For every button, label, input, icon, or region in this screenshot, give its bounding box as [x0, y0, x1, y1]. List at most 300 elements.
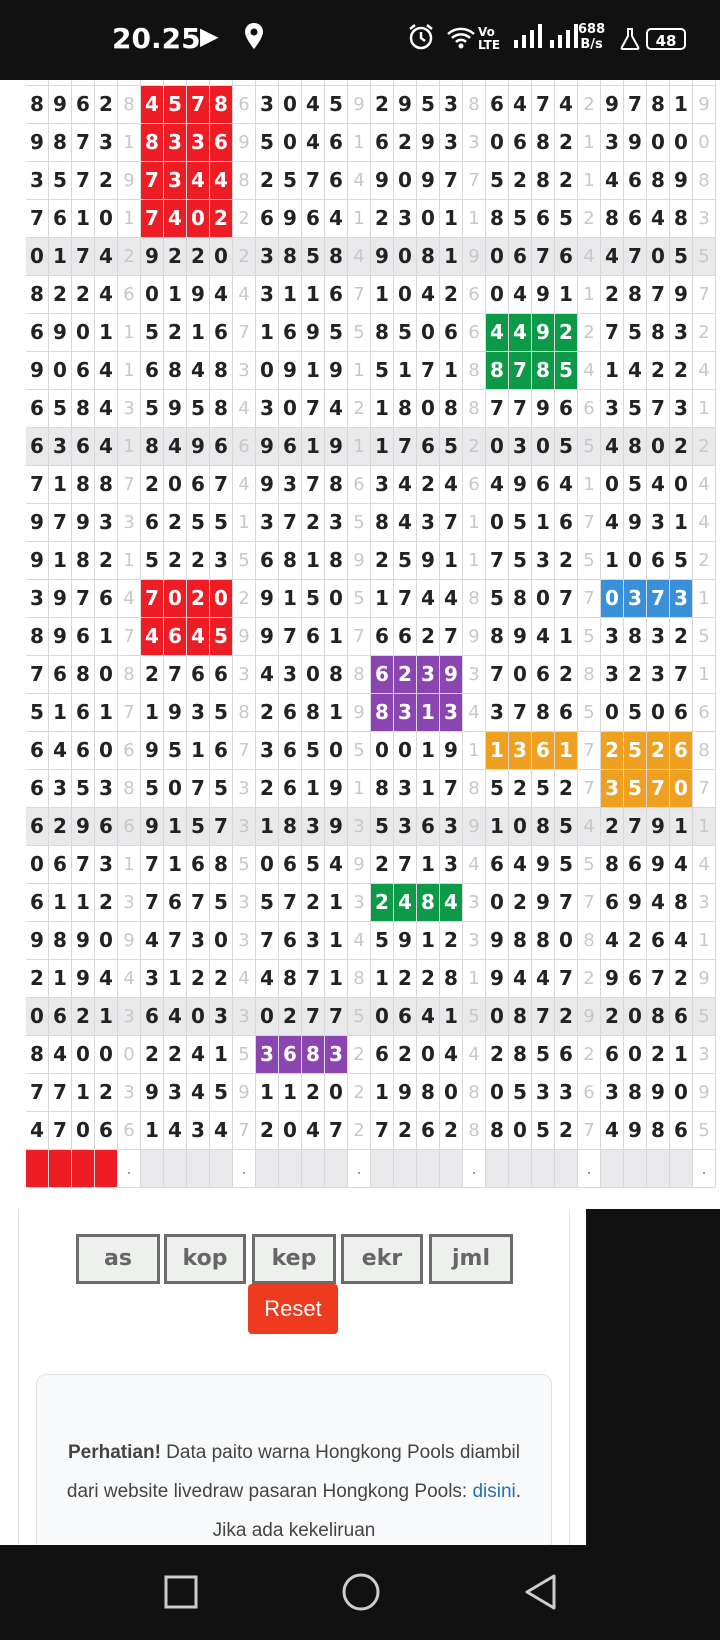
paito-separator: 4: [463, 846, 486, 884]
paito-cell: 6: [325, 162, 348, 200]
paito-cell: 7: [532, 238, 555, 276]
paito-cell: 6: [325, 124, 348, 162]
paito-row: [26, 770, 720, 808]
paito-separator: 7: [233, 314, 256, 352]
paito-cell: 0: [486, 276, 509, 314]
paito-separator: 1: [348, 352, 371, 390]
paito-cell: 9: [509, 618, 532, 656]
paito-cell: 9: [164, 390, 187, 428]
paito-input-cell[interactable]: [532, 1150, 555, 1188]
paito-cell: 4: [440, 1036, 463, 1074]
paito-cell: 9: [141, 1074, 164, 1112]
recents-square-icon[interactable]: [158, 1545, 204, 1640]
paito-input-cell[interactable]: [164, 1150, 187, 1188]
paito-separator: 6: [693, 694, 716, 732]
paito-cell: 7: [440, 162, 463, 200]
paito-cell: 6: [210, 314, 233, 352]
paito-cell: 8: [624, 428, 647, 466]
paito-cell-highlight-orange: 1: [486, 732, 509, 770]
paito-input-cell[interactable]: [141, 1150, 164, 1188]
paito-input-cell[interactable]: [555, 1150, 578, 1188]
paito-cell: 9: [417, 162, 440, 200]
paito-cell: 2: [555, 998, 578, 1036]
paito-cell: 6: [670, 998, 693, 1036]
paito-separator: 1: [348, 200, 371, 238]
paito-cell: 4: [417, 998, 440, 1036]
paito-cell: 3: [95, 770, 118, 808]
paito-cell: 3: [187, 1112, 210, 1150]
paito-cell: 0: [325, 732, 348, 770]
paito-cell-highlight-green: 2: [555, 314, 578, 352]
paito-cell: 5: [509, 200, 532, 238]
paito-cell: 2: [95, 86, 118, 124]
paito-cell: 6: [26, 428, 49, 466]
filter-jml-button[interactable]: jml: [429, 1234, 513, 1284]
paito-cell: 1: [49, 694, 72, 732]
paito-cell-highlight-red: 7: [141, 200, 164, 238]
paito-cell: 1: [555, 276, 578, 314]
paito-input-cell-highlight-red[interactable]: [26, 1150, 49, 1188]
paito-cell: 0: [486, 428, 509, 466]
paito-cell: 8: [279, 542, 302, 580]
paito-separator: 2: [233, 200, 256, 238]
paito-cell: 7: [49, 504, 72, 542]
paito-cell: 9: [647, 808, 670, 846]
paito-cell-highlight-red: 0: [210, 580, 233, 618]
paito-separator: 9: [463, 808, 486, 846]
notice-text: Perhatian! Data paito warna Hongkong Pools diambil dari website livedraw pasaran Hongkong Pools: disini. Jika ada kekeliruan: [66, 1442, 522, 1541]
paito-cell: 7: [647, 390, 670, 428]
paito-cell: 8: [647, 162, 670, 200]
paito-separator: 6: [233, 86, 256, 124]
paito-separator: 6: [233, 428, 256, 466]
paito-cell: 5: [417, 86, 440, 124]
paito-cell: 5: [555, 200, 578, 238]
paito-cell: 6: [624, 960, 647, 998]
paito-cell: 4: [302, 124, 325, 162]
paito-separator: 5: [348, 504, 371, 542]
paito-separator: 5: [348, 314, 371, 352]
paito-separator: 8: [578, 656, 601, 694]
paito-cell: 7: [256, 922, 279, 960]
paito-cell: 3: [95, 504, 118, 542]
paito-cell: 8: [49, 124, 72, 162]
background-panel: [586, 1209, 720, 1545]
paito-cell: 5: [302, 846, 325, 884]
paito-cell: 2: [394, 1036, 417, 1074]
paito-cell-highlight-red: 4: [187, 162, 210, 200]
paito-cell-highlight-green: 8: [532, 352, 555, 390]
paito-cell: 7: [647, 960, 670, 998]
paito-cell-highlight-purple: 6: [279, 1036, 302, 1074]
paito-cell: 2: [670, 618, 693, 656]
paito-separator: 9: [233, 124, 256, 162]
paito-cell: 7: [509, 390, 532, 428]
paito-cell: 1: [555, 618, 578, 656]
paito-separator: 1: [348, 770, 371, 808]
paito-separator: 1: [233, 504, 256, 542]
paito-cell: 7: [486, 542, 509, 580]
paito-cell: 9: [532, 884, 555, 922]
paito-cell: 3: [440, 846, 463, 884]
paito-input-cell[interactable]: [394, 1150, 417, 1188]
paito-cell: 7: [210, 466, 233, 504]
paito-separator: 9: [348, 86, 371, 124]
paito-cell: 1: [279, 276, 302, 314]
paito-cell-highlight-purple: 3: [440, 694, 463, 732]
paito-input-cell[interactable]: [371, 1150, 394, 1188]
paito-cell: 0: [394, 238, 417, 276]
paito-cell: 1: [394, 352, 417, 390]
paito-cell: 5: [302, 238, 325, 276]
paito-input-cell[interactable]: [187, 1150, 210, 1188]
paito-cell-highlight-orange: 2: [601, 732, 624, 770]
paito-separator: 3: [233, 352, 256, 390]
paito-cell: 2: [95, 884, 118, 922]
paito-row: [26, 428, 720, 466]
paito-cell: 4: [440, 580, 463, 618]
paito-separator: 6: [578, 390, 601, 428]
paito-cell: 2: [72, 998, 95, 1036]
paito-input-cell[interactable]: [256, 1150, 279, 1188]
paito-cell: 4: [601, 922, 624, 960]
paito-input-cell-highlight-red[interactable]: [72, 1150, 95, 1188]
paito-cell: 1: [325, 694, 348, 732]
paito-input-cell-highlight-red[interactable]: [49, 1150, 72, 1188]
paito-cell: 6: [555, 390, 578, 428]
filter-ekr-button[interactable]: ekr: [341, 1234, 423, 1284]
paito-cell: 2: [95, 162, 118, 200]
paito-cell: 3: [256, 86, 279, 124]
paito-cell: 2: [601, 808, 624, 846]
paito-cell-highlight-green: 2: [371, 884, 394, 922]
paito-cell: 4: [210, 1112, 233, 1150]
paito-separator: 1: [118, 314, 141, 352]
paito-row: [26, 124, 720, 162]
paito-cell: 5: [394, 542, 417, 580]
paito-separator: 2: [578, 960, 601, 998]
paito-cell: 2: [670, 352, 693, 390]
paito-cell: 1: [95, 618, 118, 656]
paito-cell: 8: [72, 390, 95, 428]
paito-cell: 4: [164, 998, 187, 1036]
paito-separator: 2: [348, 390, 371, 428]
paito-cell: 2: [302, 1074, 325, 1112]
paito-separator: 4: [578, 352, 601, 390]
paito-cell: 5: [624, 694, 647, 732]
paito-cell: 4: [95, 428, 118, 466]
paito-cell: 6: [187, 656, 210, 694]
paito-cell: 5: [371, 808, 394, 846]
paito-cell: 7: [49, 1074, 72, 1112]
paito-cell: 4: [325, 846, 348, 884]
paito-input-cell[interactable]: [440, 1150, 463, 1188]
paito-cell: 4: [601, 1112, 624, 1150]
paito-cell: 3: [187, 694, 210, 732]
paito-cell: 9: [624, 504, 647, 542]
paito-cell: 6: [210, 428, 233, 466]
paito-cell: 0: [302, 656, 325, 694]
paito-cell: 8: [26, 276, 49, 314]
paito-separator: 6: [463, 314, 486, 352]
paito-cell: 0: [440, 1074, 463, 1112]
paito-separator: 4: [118, 960, 141, 998]
paito-cell: 8: [26, 618, 49, 656]
paito-cell: 1: [302, 428, 325, 466]
paito-cell: 1: [49, 884, 72, 922]
paito-cell: 8: [647, 86, 670, 124]
paito-cell: 9: [187, 428, 210, 466]
paito-cell: 5: [49, 390, 72, 428]
paito-input-cell[interactable]: [279, 1150, 302, 1188]
paito-cell: 0: [417, 1036, 440, 1074]
paito-cell: 4: [647, 884, 670, 922]
paito-cell: 3: [601, 390, 624, 428]
paito-cell: 9: [601, 86, 624, 124]
paito-cell: 0: [95, 1036, 118, 1074]
paito-row: [26, 922, 720, 960]
home-circle-icon[interactable]: [338, 1545, 384, 1640]
back-triangle-icon[interactable]: [518, 1545, 564, 1640]
paito-separator: 1: [578, 276, 601, 314]
paito-separator: 6: [348, 466, 371, 504]
nav-bar: [0, 1545, 720, 1640]
paito-input-cell[interactable]: [670, 1150, 693, 1188]
paito-cell: 0: [509, 656, 532, 694]
paito-cell: 8: [371, 770, 394, 808]
paito-cell: 2: [187, 238, 210, 276]
filter-kop-button[interactable]: kop: [164, 1234, 246, 1284]
paito-separator: 4: [693, 352, 716, 390]
paito-input-cell[interactable]: [509, 1150, 532, 1188]
paito-cell: 9: [417, 124, 440, 162]
paito-cell: 5: [210, 504, 233, 542]
paito-separator: 3: [118, 504, 141, 542]
paito-input-cell-highlight-red[interactable]: [95, 1150, 118, 1188]
paito-cell: 7: [210, 808, 233, 846]
paito-cell: 0: [256, 352, 279, 390]
paito-input-cell[interactable]: [302, 1150, 325, 1188]
paito-cell: 0: [647, 238, 670, 276]
paito-cell: 2: [256, 770, 279, 808]
status-bar: [0, 0, 720, 80]
paito-cell: 7: [371, 1112, 394, 1150]
paito-cell: 4: [624, 352, 647, 390]
paito-separator: 5: [578, 846, 601, 884]
paito-separator: 8: [463, 770, 486, 808]
paito-cell: 1: [486, 808, 509, 846]
paito-cell: 6: [49, 200, 72, 238]
paito-cell: 6: [371, 618, 394, 656]
notice-bold: Perhatian!: [67, 1442, 161, 1463]
paito-input-cell[interactable]: [486, 1150, 509, 1188]
paito-separator: 8: [693, 732, 716, 770]
paito-separator: 6: [118, 276, 141, 314]
paito-separator: 8: [233, 162, 256, 200]
paito-cell: 6: [624, 162, 647, 200]
paito-cell: 3: [210, 542, 233, 580]
paito-separator: 8: [118, 770, 141, 808]
reset-button[interactable]: Reset: [248, 1284, 338, 1334]
paito-cell: 6: [624, 846, 647, 884]
paito-cell: 1: [670, 808, 693, 846]
paito-separator: 4: [348, 922, 371, 960]
paito-cell-highlight-green: 8: [486, 352, 509, 390]
paito-cell: 0: [647, 428, 670, 466]
paito-input-cell[interactable]: [647, 1150, 670, 1188]
paito-cell-highlight-red: 8: [141, 124, 164, 162]
paito-cell-highlight-orange: 5: [624, 732, 647, 770]
paito-cell: 0: [279, 1112, 302, 1150]
paito-cell: 7: [26, 466, 49, 504]
paito-cell: 4: [440, 466, 463, 504]
paito-cell: 0: [394, 732, 417, 770]
paito-cell: 5: [325, 86, 348, 124]
notice-link[interactable]: disini: [472, 1481, 516, 1502]
paito-separator: 8: [693, 162, 716, 200]
paito-row: [26, 1112, 720, 1150]
paito-cell: 3: [670, 314, 693, 352]
paito-separator: 7: [118, 618, 141, 656]
paito-cell: 8: [141, 428, 164, 466]
paito-cell: 1: [302, 542, 325, 580]
paito-cell: 3: [256, 504, 279, 542]
paito-cell: 4: [95, 960, 118, 998]
paito-cell: 7: [164, 656, 187, 694]
paito-separator: 5: [233, 542, 256, 580]
paito-cell: 5: [164, 732, 187, 770]
paito-cell-highlight-red: 0: [164, 580, 187, 618]
paito-cell: 5: [210, 694, 233, 732]
network-speed: 688 B/s: [578, 22, 606, 52]
paito-cell: 6: [647, 542, 670, 580]
paito-cell: 6: [417, 428, 440, 466]
paito-cell-highlight-blue: 3: [624, 580, 647, 618]
paito-cell-highlight-red: 3: [164, 162, 187, 200]
paito-separator: 4: [693, 504, 716, 542]
paito-cell: 2: [555, 770, 578, 808]
paito-cell-highlight-purple: 3: [325, 1036, 348, 1074]
paito-cell: 7: [279, 618, 302, 656]
paito-separator: 6: [463, 466, 486, 504]
paito-cell: 2: [164, 1036, 187, 1074]
paito-separator: 1: [578, 162, 601, 200]
paito-cell: 3: [371, 466, 394, 504]
paito-cell: 7: [302, 960, 325, 998]
paito-cell: 3: [26, 580, 49, 618]
paito-separator: 8: [463, 1112, 486, 1150]
paito-cell: 8: [532, 922, 555, 960]
paito-cell: 9: [624, 1112, 647, 1150]
paito-row: [26, 960, 720, 998]
paito-separator: 4: [693, 466, 716, 504]
paito-cell: 2: [647, 1036, 670, 1074]
paito-cell: 2: [509, 162, 532, 200]
paito-cell: 3: [256, 238, 279, 276]
paito-cell: 2: [302, 884, 325, 922]
paito-cell: 4: [601, 238, 624, 276]
paito-row: [26, 618, 720, 656]
paito-cell: 3: [486, 694, 509, 732]
flask-icon: [620, 28, 640, 55]
paito-cell: 4: [509, 276, 532, 314]
paito-cell: 8: [417, 1074, 440, 1112]
paito-cell: 5: [440, 428, 463, 466]
paito-input-cell[interactable]: [624, 1150, 647, 1188]
paito-cell: 9: [256, 580, 279, 618]
paito-cell: 6: [279, 770, 302, 808]
paito-cell: 1: [164, 960, 187, 998]
paito-cell: 8: [647, 314, 670, 352]
paito-separator: 4: [463, 694, 486, 732]
paito-cell: 0: [72, 1036, 95, 1074]
paito-cell: 6: [532, 200, 555, 238]
paito-separator: 8: [463, 1074, 486, 1112]
paito-cell: 3: [302, 922, 325, 960]
paito-input-cell[interactable]: [210, 1150, 233, 1188]
paito-cell: 7: [325, 998, 348, 1036]
paito-cell: 8: [279, 808, 302, 846]
paito-cell: 1: [325, 922, 348, 960]
filter-as-button[interactable]: as: [76, 1234, 160, 1284]
paito-separator: 1: [118, 428, 141, 466]
paito-cell-highlight-red: 8: [210, 86, 233, 124]
paito-input-cell[interactable]: [601, 1150, 624, 1188]
paito-cell: 0: [279, 86, 302, 124]
paito-cell: 6: [72, 732, 95, 770]
paito-cell-highlight-orange: 0: [670, 770, 693, 808]
paito-cell-highlight-green: 5: [555, 352, 578, 390]
paito-cell: 4: [95, 390, 118, 428]
paito-cell: 5: [555, 808, 578, 846]
paito-cell: 0: [670, 466, 693, 504]
paito-cell: 1: [49, 960, 72, 998]
paito-separator: 9: [693, 86, 716, 124]
paito-cell: 1: [141, 1112, 164, 1150]
paito-separator: 5: [693, 238, 716, 276]
paito-cell: 6: [302, 200, 325, 238]
paito-cell: 3: [647, 656, 670, 694]
paito-cell: 5: [141, 390, 164, 428]
paito-cell: 2: [624, 656, 647, 694]
paito-cell-highlight-purple: 8: [302, 1036, 325, 1074]
paito-row: [26, 276, 720, 314]
paito-separator: 7: [578, 504, 601, 542]
paito-input-cell[interactable]: [417, 1150, 440, 1188]
paito-cell: 2: [72, 276, 95, 314]
paito-cell: 0: [325, 1074, 348, 1112]
paito-cell: 6: [49, 846, 72, 884]
paito-separator: 4: [578, 238, 601, 276]
paito-cell: 6: [187, 466, 210, 504]
paito-separator: 1: [463, 960, 486, 998]
paito-separator: 1: [693, 656, 716, 694]
paito-input-cell[interactable]: [325, 1150, 348, 1188]
paito-cell: 6: [325, 276, 348, 314]
paito-cell: 0: [532, 428, 555, 466]
paito-separator: 4: [233, 276, 256, 314]
paito-separator: 8: [348, 960, 371, 998]
paito-cell: 2: [394, 960, 417, 998]
paito-separator: 2: [578, 314, 601, 352]
paito-cell: 1: [49, 542, 72, 580]
paito-cell: 0: [279, 124, 302, 162]
paito-separator: 3: [463, 124, 486, 162]
filter-kep-button[interactable]: kep: [252, 1234, 336, 1284]
paito-cell: 6: [417, 808, 440, 846]
paito-cell: 1: [72, 1074, 95, 1112]
paito-cell: 8: [325, 542, 348, 580]
